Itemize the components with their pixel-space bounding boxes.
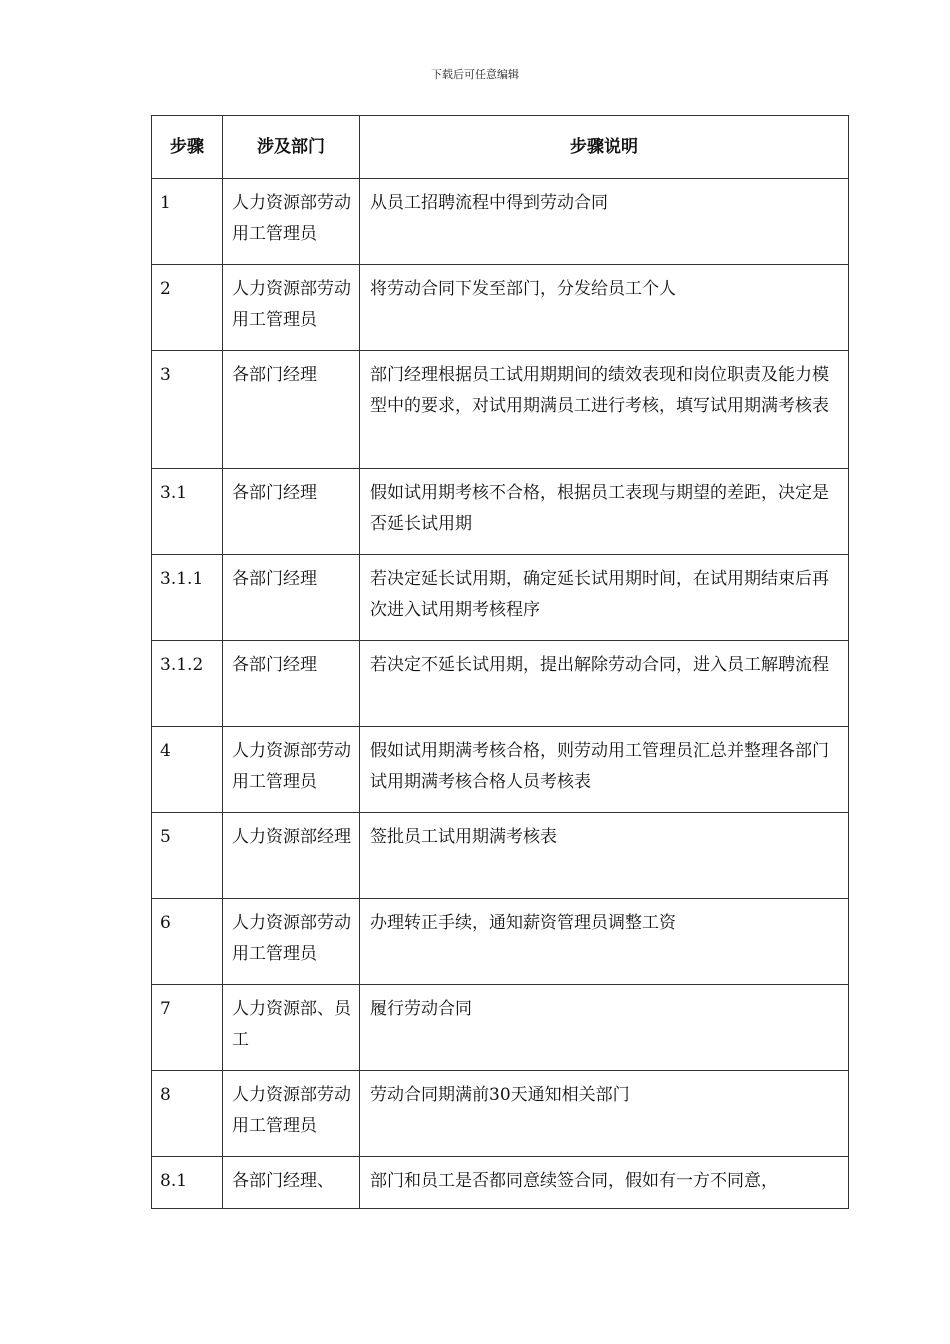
column-header-step: 步骤 (152, 116, 223, 179)
step-number: 1 (152, 179, 223, 265)
step-department: 人力资源部、员工 (223, 985, 360, 1071)
step-description: 若决定不延长试用期，提出解除劳动合同，进入员工解聘流程 (360, 641, 849, 727)
step-description: 部门和员工是否都同意续签合同，假如有一方不同意， (360, 1157, 849, 1209)
step-number: 5 (152, 813, 223, 899)
step-number: 3.1 (152, 469, 223, 555)
step-department: 人力资源部劳动用工管理员 (223, 179, 360, 265)
table-row (152, 351, 849, 469)
step-number: 3 (152, 351, 223, 469)
table-row (152, 899, 849, 985)
step-description: 若决定延长试用期，确定延长试用期时间，在试用期结束后再次进入试用期考核程序 (360, 555, 849, 641)
step-number: 4 (152, 727, 223, 813)
table-row (152, 1157, 849, 1209)
step-number: 3.1.1 (152, 555, 223, 641)
step-department: 各部门经理 (223, 641, 360, 727)
step-description: 劳动合同期满前30天通知相关部门 (360, 1071, 849, 1157)
step-department: 人力资源部劳动用工管理员 (223, 899, 360, 985)
table-row (152, 985, 849, 1071)
step-description: 假如试用期满考核合格，则劳动用工管理员汇总并整理各部门试用期满考核合格人员考核表 (360, 727, 849, 813)
table-row (152, 469, 849, 555)
column-header-description: 步骤说明 (360, 116, 849, 179)
step-department: 人力资源部劳动用工管理员 (223, 265, 360, 351)
table-header-row (152, 116, 849, 179)
page-header-note: 下载后可任意编辑 (431, 68, 519, 81)
step-number: 3.1.2 (152, 641, 223, 727)
step-number: 2 (152, 265, 223, 351)
step-description: 将劳动合同下发至部门，分发给员工个人 (360, 265, 849, 351)
step-number: 8 (152, 1071, 223, 1157)
step-number: 8.1 (152, 1157, 223, 1209)
step-number: 6 (152, 899, 223, 985)
table-row (152, 727, 849, 813)
table-row (152, 265, 849, 351)
step-description: 假如试用期考核不合格，根据员工表现与期望的差距，决定是否延长试用期 (360, 469, 849, 555)
table-row (152, 179, 849, 265)
table-row (152, 813, 849, 899)
step-department: 各部门经理、 (223, 1157, 360, 1209)
step-department: 人力资源部劳动用工管理员 (223, 1071, 360, 1157)
step-department: 各部门经理 (223, 469, 360, 555)
step-department: 人力资源部经理 (223, 813, 360, 899)
process-steps-table (151, 115, 849, 1209)
step-description: 签批员工试用期满考核表 (360, 813, 849, 899)
step-description: 办理转正手续，通知薪资管理员调整工资 (360, 899, 849, 985)
step-description: 部门经理根据员工试用期期间的绩效表现和岗位职责及能力模型中的要求，对试用期满员工进行考核，填写试用期满考核表 (360, 351, 849, 469)
step-department: 各部门经理 (223, 351, 360, 469)
step-department: 各部门经理 (223, 555, 360, 641)
step-description: 履行劳动合同 (360, 985, 849, 1071)
step-department: 人力资源部劳动用工管理员 (223, 727, 360, 813)
table-row (152, 555, 849, 641)
table-row (152, 641, 849, 727)
step-number: 7 (152, 985, 223, 1071)
table-row (152, 1071, 849, 1157)
column-header-department: 涉及部门 (223, 116, 360, 179)
step-description: 从员工招聘流程中得到劳动合同 (360, 179, 849, 265)
